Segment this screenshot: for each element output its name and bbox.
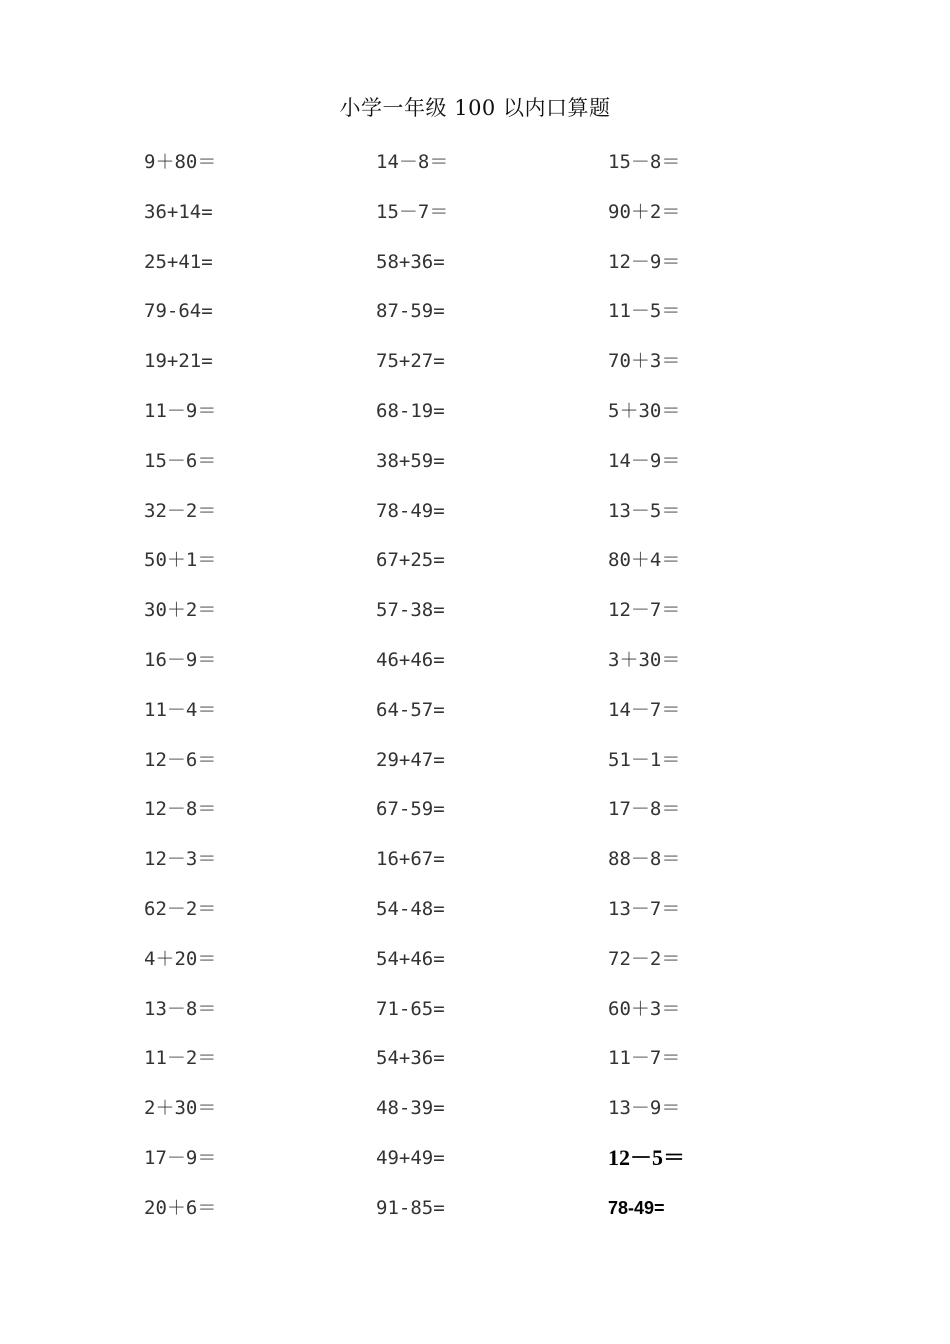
- arithmetic-problem: 67-59=: [376, 798, 445, 821]
- arithmetic-problem: 13－7＝: [608, 897, 681, 920]
- arithmetic-problem: 5＋30＝: [608, 399, 681, 422]
- arithmetic-problem: 15－8＝: [608, 151, 681, 173]
- arithmetic-problem: 2＋30＝: [144, 1097, 217, 1120]
- arithmetic-problem: 70＋3＝: [608, 350, 681, 373]
- arithmetic-problem: 11－7＝: [608, 1047, 681, 1070]
- arithmetic-problem: 58+36=: [376, 250, 445, 273]
- arithmetic-problem: 32－2＝: [144, 499, 217, 522]
- arithmetic-problem: 49+49=: [376, 1146, 445, 1169]
- arithmetic-problem: 29+47=: [376, 748, 445, 771]
- arithmetic-problem: 19+21=: [144, 350, 213, 373]
- arithmetic-problem: 54-48=: [376, 897, 445, 920]
- arithmetic-problem: 80＋4＝: [608, 549, 681, 572]
- arithmetic-problem: 79-64=: [144, 300, 213, 323]
- arithmetic-problem: 54+46=: [376, 947, 445, 970]
- arithmetic-problem: 51－1＝: [608, 748, 681, 771]
- arithmetic-problem: 75+27=: [376, 350, 445, 373]
- arithmetic-problem: 13－9＝: [608, 1097, 681, 1120]
- arithmetic-problem: 9＋80＝: [144, 151, 217, 173]
- arithmetic-problem: 78-49=: [608, 1197, 665, 1218]
- arithmetic-problem: 17－9＝: [144, 1146, 217, 1169]
- arithmetic-problem: 30＋2＝: [144, 599, 217, 622]
- arithmetic-problem: 88－8＝: [608, 848, 681, 871]
- arithmetic-problem: 62－2＝: [144, 897, 217, 920]
- arithmetic-problem: 48-39=: [376, 1097, 445, 1120]
- arithmetic-problem: 46+46=: [376, 648, 445, 671]
- arithmetic-problem: 14－7＝: [608, 698, 681, 721]
- arithmetic-problem: 60＋3＝: [608, 997, 681, 1020]
- arithmetic-problem: 11－4＝: [144, 698, 217, 721]
- arithmetic-problem: 16－9＝: [144, 648, 217, 671]
- arithmetic-problem: 12－9＝: [608, 250, 681, 273]
- arithmetic-problem: 54+36=: [376, 1047, 445, 1070]
- arithmetic-problem: 11－2＝: [144, 1047, 217, 1070]
- arithmetic-problem: 3＋30＝: [608, 648, 681, 671]
- arithmetic-problem: 12－5＝: [608, 1144, 686, 1170]
- arithmetic-problem: 57-38=: [376, 599, 445, 622]
- arithmetic-problem: 64-57=: [376, 698, 445, 721]
- arithmetic-problem: 91-85=: [376, 1196, 445, 1219]
- arithmetic-problem: 25+41=: [144, 250, 213, 273]
- arithmetic-problem: 13－8＝: [144, 997, 217, 1020]
- arithmetic-problem: 11－9＝: [144, 399, 217, 422]
- arithmetic-problem: 68-19=: [376, 399, 445, 422]
- arithmetic-problem: 20＋6＝: [144, 1196, 217, 1219]
- arithmetic-problem: 15－7＝: [376, 200, 449, 223]
- arithmetic-problem: 14－9＝: [608, 449, 681, 472]
- arithmetic-problem: 36+14=: [144, 200, 213, 223]
- arithmetic-problem: 90＋2＝: [608, 200, 681, 223]
- arithmetic-problem: 78-49=: [376, 499, 445, 522]
- problem-column-2: [376, 146, 596, 1242]
- problem-column-3: [608, 146, 828, 1242]
- arithmetic-problem: 17－8＝: [608, 798, 681, 821]
- page-title: 小学一年级 100 以内口算题: [339, 96, 611, 120]
- arithmetic-problem: 71-65=: [376, 997, 445, 1020]
- arithmetic-problem: 15－6＝: [144, 449, 217, 472]
- problem-column-1: [144, 146, 364, 1242]
- arithmetic-problem: 87-59=: [376, 300, 445, 323]
- arithmetic-problem: 13－5＝: [608, 499, 681, 522]
- arithmetic-problem: 14－8＝: [376, 151, 449, 173]
- arithmetic-problem: 38+59=: [376, 449, 445, 472]
- arithmetic-problem: 4＋20＝: [144, 947, 217, 970]
- arithmetic-problem: 72－2＝: [608, 947, 681, 970]
- arithmetic-problem: 11－5＝: [608, 300, 681, 323]
- arithmetic-problem: 12－6＝: [144, 748, 217, 771]
- arithmetic-problem: 12－8＝: [144, 798, 217, 821]
- arithmetic-problem: 12－3＝: [144, 848, 217, 871]
- arithmetic-problem: 16+67=: [376, 848, 445, 871]
- arithmetic-problem: 12－7＝: [608, 599, 681, 622]
- arithmetic-problem: 67+25=: [376, 549, 445, 572]
- arithmetic-problem: 50＋1＝: [144, 549, 217, 572]
